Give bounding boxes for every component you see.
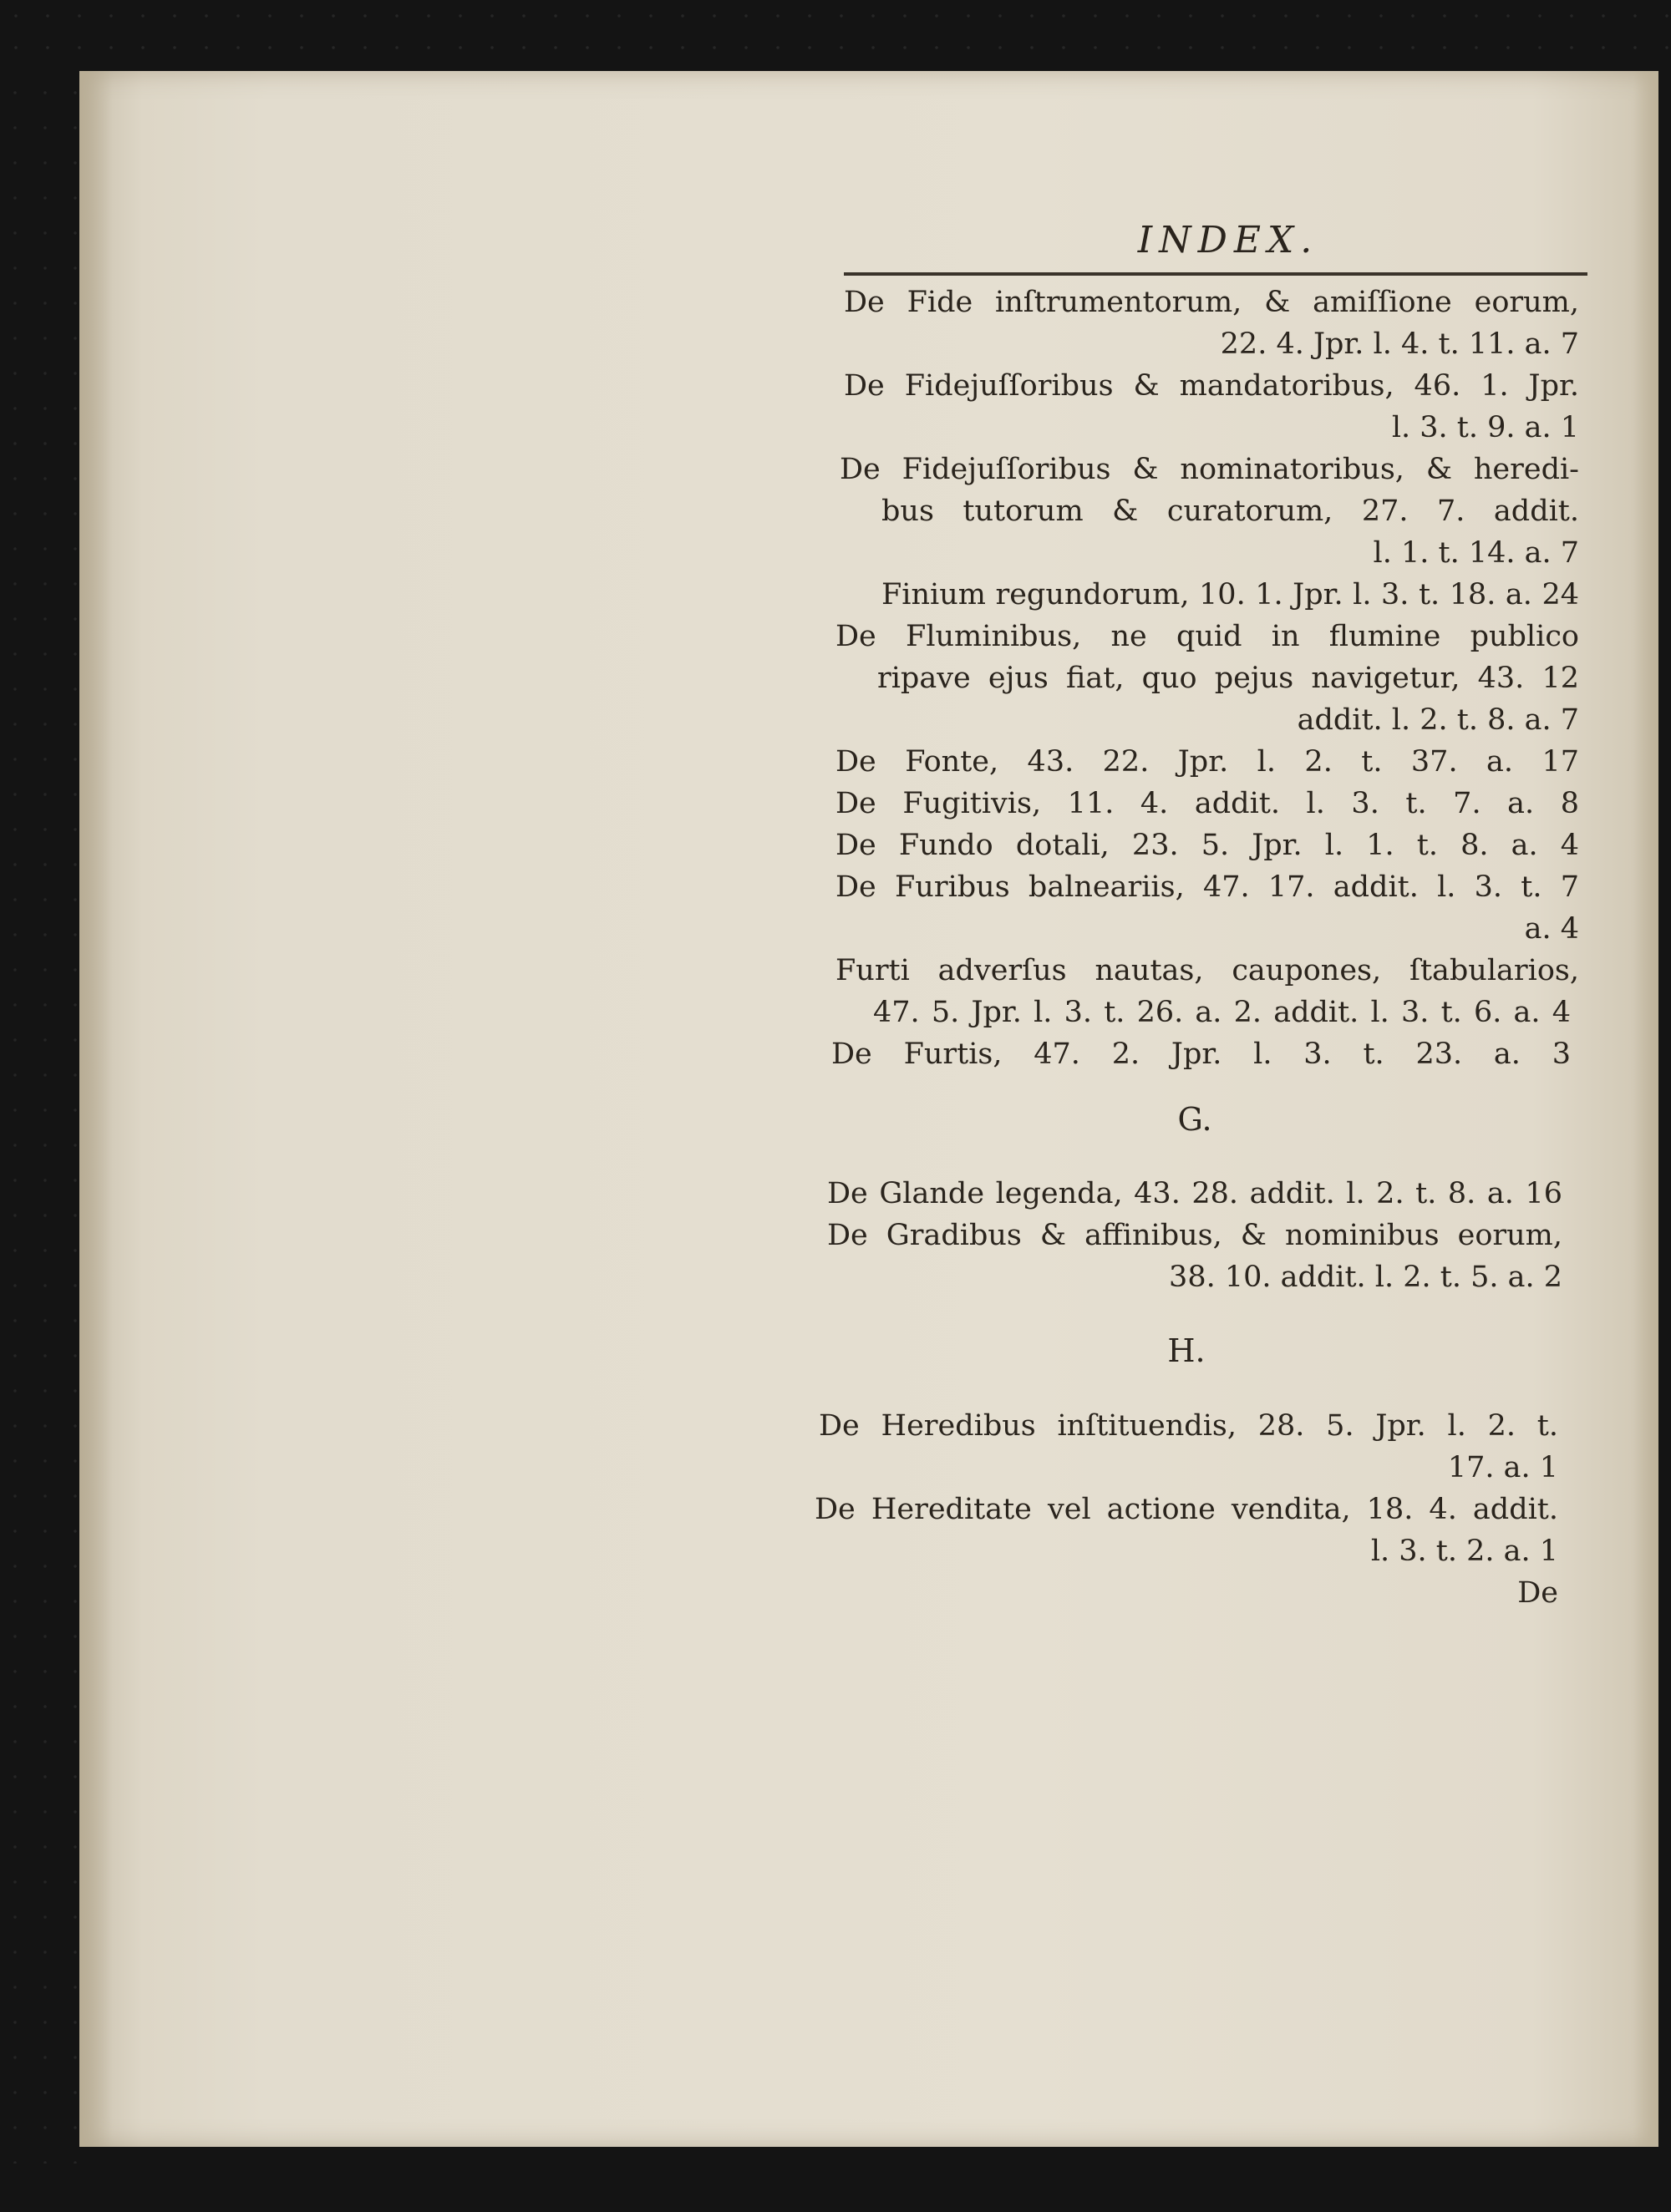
catchword: De — [1517, 1576, 1558, 1610]
scan-background-top — [0, 0, 1671, 75]
index-entry-line: Finium regundorum, 10. 1. Jpr. l. 3. t. 18. a. 24 — [881, 578, 1579, 611]
index-entry-line: De Fidejuſſoribus & mandatoribus, 46. 1. Jpr. — [844, 369, 1579, 403]
index-entry-line: De Fundo dotali, 23. 5. Jpr. l. 1. t. 8. a. 4 — [836, 829, 1579, 862]
index-entry-line: De Gradibus & affinibus, & nominibus eorum, — [827, 1219, 1562, 1252]
header-rule — [844, 272, 1587, 276]
index-entry-line: De Furtis, 47. 2. Jpr. l. 3. t. 23. a. 3 — [831, 1038, 1571, 1071]
page-header-title: INDEX. — [1137, 219, 1319, 261]
index-entry-line: De Hereditate vel actione vendita, 18. 4. addit. — [815, 1493, 1558, 1526]
index-entry-line: De Heredibus inſtituendis, 28. 5. Jpr. l. 2. t. — [819, 1409, 1558, 1443]
index-entry-ref: l. 1. t. 14. a. 7 — [1373, 536, 1579, 570]
index-entry-line: De Fidejuſſoribus & nominatoribus, & heredi- — [840, 453, 1579, 486]
index-entry-line: De Fugitivis, 11. 4. addit. l. 3. t. 7. a. 8 — [836, 787, 1579, 820]
index-entry-line: De Fide inſtrumentorum, & amiſſione eorum, — [844, 286, 1579, 319]
index-entry-ref: addit. l. 2. t. 8. a. 7 — [1297, 703, 1579, 737]
index-entry-ref: 38. 10. addit. l. 2. t. 5. a. 2 — [1169, 1261, 1562, 1294]
index-entry-line: De Fluminibus, ne quid in flumine publico — [836, 620, 1579, 653]
section-letter-g: G. — [1177, 1101, 1212, 1138]
index-entry-line: De Glande legenda, 43. 28. addit. l. 2. t. 8. a. 16 — [827, 1177, 1562, 1210]
index-entry-line: ripave ejus fiat, quo pejus navigetur, 43. 12 — [877, 662, 1579, 695]
index-entry-ref: l. 3. t. 2. a. 1 — [1370, 1535, 1558, 1568]
index-entry-ref: 22. 4. Jpr. l. 4. t. 11. a. 7 — [1220, 327, 1579, 361]
index-entry-line: bus tutorum & curatorum, 27. 7. addit. — [881, 495, 1579, 528]
index-entry-line: De Furibus balneariis, 47. 17. addit. l. 3. t. 7 — [836, 870, 1579, 904]
index-entry-ref: 17. a. 1 — [1447, 1451, 1558, 1484]
index-entry-line: Furti adverſus nautas, caupones, ſtabularios, — [836, 954, 1579, 987]
index-entry-line: De Fonte, 43. 22. Jpr. l. 2. t. 37. a. 17 — [836, 745, 1579, 779]
scan-background-left — [0, 75, 79, 2164]
section-letter-h: H. — [1167, 1332, 1206, 1369]
index-entry-ref: l. 3. t. 9. a. 1 — [1391, 411, 1579, 444]
index-entry-ref: a. 4 — [1524, 912, 1579, 946]
index-entry-line: 47. 5. Jpr. l. 3. t. 26. a. 2. addit. l. 3. t. 6. a. 4 — [873, 996, 1571, 1029]
